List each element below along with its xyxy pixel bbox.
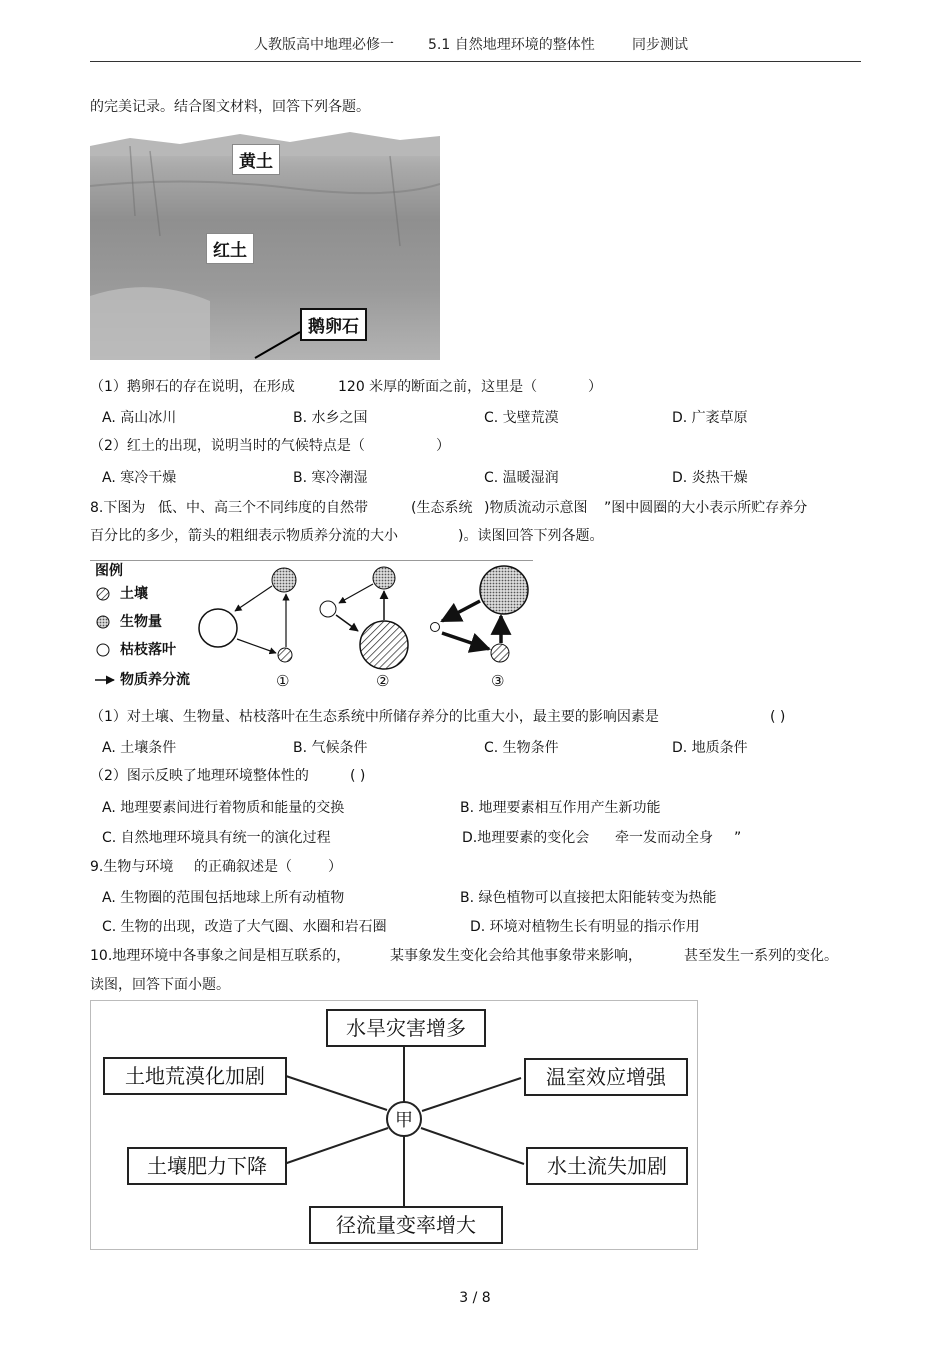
- q7-2-option-c[interactable]: C. 温暖湿润: [484, 470, 559, 486]
- q8-1-option-a[interactable]: A. 土壤条件: [102, 740, 177, 756]
- label-pebble: 鹅卵石: [300, 308, 367, 341]
- q8-2-stem-b: ( ): [350, 768, 366, 784]
- header-rule: [90, 61, 861, 62]
- box-soil-erosion: 水土流失加剧: [526, 1147, 688, 1185]
- q7-1-option-c[interactable]: C. 戈壁荒漠: [484, 410, 559, 426]
- q8-2-option-d-quote: 牵一发而动全身: [615, 830, 713, 846]
- q8-line1-a: 8.下图为: [90, 500, 146, 516]
- system-3-number: ③: [491, 672, 505, 690]
- q8-1-option-b[interactable]: B. 气候条件: [293, 740, 368, 756]
- q7-2-option-a[interactable]: A. 寒冷干燥: [102, 470, 177, 486]
- q7-1-option-b[interactable]: B. 水乡之国: [293, 410, 368, 426]
- q7-2-option-b[interactable]: B. 寒冷潮湿: [293, 470, 368, 486]
- legend-soil-icon: [97, 588, 109, 600]
- q8-1-stem: （1）对土壤、生物量、枯枝落叶在生态系统中所储存养分的比重大小，最主要的影响因素是: [90, 709, 659, 725]
- page-number: 3 / 8: [459, 1290, 491, 1306]
- q10-line1-c: 甚至发生一系列的变化。: [684, 948, 838, 964]
- header-title: 人教版高中地理必修一: [254, 37, 394, 53]
- q8-2-option-c[interactable]: C. 自然地理环境具有统一的演化过程: [102, 830, 331, 846]
- legend-biomass-icon: [97, 616, 109, 628]
- q7-1-option-a[interactable]: A. 高山冰川: [102, 410, 177, 426]
- q9-option-b[interactable]: B. 绿色植物可以直接把太阳能转变为热能: [460, 890, 717, 906]
- soil-profile-photo: [90, 126, 440, 360]
- q8-line1-e: ”图中圆圈的大小表示所贮存养分: [604, 500, 808, 516]
- box-desertification: 土地荒漠化加剧: [103, 1057, 287, 1095]
- header-section: 5.1 自然地理环境的整体性: [428, 37, 595, 53]
- q8-line1-b: 低、中、高三个不同纬度的自然带: [158, 500, 368, 516]
- q7-1-stem-c: ）: [588, 379, 602, 395]
- q7-2-stem-b: ）: [436, 438, 450, 454]
- q9-stem-b: 的正确叙述是（: [194, 859, 292, 875]
- q10-line1-a: 10.地理环境中各事象之间是相互联系的，: [90, 948, 351, 964]
- q8-2-option-d-end: ”: [734, 830, 742, 846]
- legend-litter: 枯枝落叶: [120, 642, 176, 658]
- legend-soil: 土壤: [120, 586, 148, 602]
- box-flood-drought: 水旱灾害增多: [326, 1009, 486, 1047]
- nutrient-flow-diagram: [90, 560, 533, 691]
- q8-1-option-d[interactable]: D. 地质条件: [672, 740, 748, 756]
- legend-title: 图例: [95, 563, 123, 579]
- q8-2-option-d[interactable]: D.地理要素的变化会: [462, 830, 590, 846]
- q7-1-stem-a: （1）鹅卵石的存在说明，在形成: [90, 379, 295, 395]
- q8-line2-b: )。读图回答下列各题。: [458, 528, 604, 544]
- q9-stem-c: ）: [328, 859, 342, 875]
- legend-litter-icon: [97, 644, 109, 656]
- q7-2-option-d[interactable]: D. 炎热干燥: [672, 470, 748, 486]
- box-soil-fertility: 土壤肥力下降: [127, 1147, 287, 1185]
- legend-biomass: 生物量: [120, 614, 162, 630]
- box-greenhouse: 温室效应增强: [524, 1058, 688, 1096]
- q7-2-stem-a: （2）红土的出现，说明当时的气候特点是（: [90, 438, 365, 454]
- q8-2-option-a[interactable]: A. 地理要素间进行着物质和能量的交换: [102, 800, 345, 816]
- legend-flow: 物质养分流: [120, 672, 190, 688]
- q8-2-stem-a: （2）图示反映了地理环境整体性的: [90, 768, 309, 784]
- center-jia: 甲: [395, 1110, 413, 1131]
- q9-option-c[interactable]: C. 生物的出现，改造了大气圈、水圈和岩石圈: [102, 919, 387, 935]
- q9-option-d[interactable]: D. 环境对植物生长有明显的指示作用: [470, 919, 700, 935]
- q8-2-option-b[interactable]: B. 地理要素相互作用产生新功能: [460, 800, 661, 816]
- intro-line: 的完美记录。结合图文材料，回答下列各题。: [90, 99, 370, 115]
- q7-1-stem-b: 120 米厚的断面之前，这里是（: [338, 379, 538, 395]
- q9-stem-a: 9.生物与环境: [90, 859, 174, 875]
- q8-line2-a: 百分比的多少，箭头的粗细表示物质养分流的大小: [90, 528, 398, 544]
- label-red-soil: 红土: [206, 233, 254, 264]
- q10-line1-b: 某事象发生变化会给其他事象带来影响，: [390, 948, 642, 964]
- system-2-number: ②: [376, 672, 390, 690]
- q8-1-option-c[interactable]: C. 生物条件: [484, 740, 559, 756]
- q8-1-paren: ( ): [770, 709, 786, 725]
- q8-line1-d: )物质流动示意图: [484, 500, 588, 516]
- q8-line1-c: (生态系统: [411, 500, 473, 516]
- system-1-number: ①: [276, 672, 290, 690]
- q7-1-option-d[interactable]: D. 广袤草原: [672, 410, 748, 426]
- q9-option-a[interactable]: A. 生物圈的范围包括地球上所有动植物: [102, 890, 345, 906]
- header-test: 同步测试: [632, 37, 688, 53]
- relationship-diagram: [90, 1000, 698, 1250]
- label-loess: 黄土: [232, 144, 280, 175]
- box-runoff: 径流量变率增大: [309, 1206, 503, 1244]
- q10-line2: 读图，回答下面小题。: [90, 977, 230, 993]
